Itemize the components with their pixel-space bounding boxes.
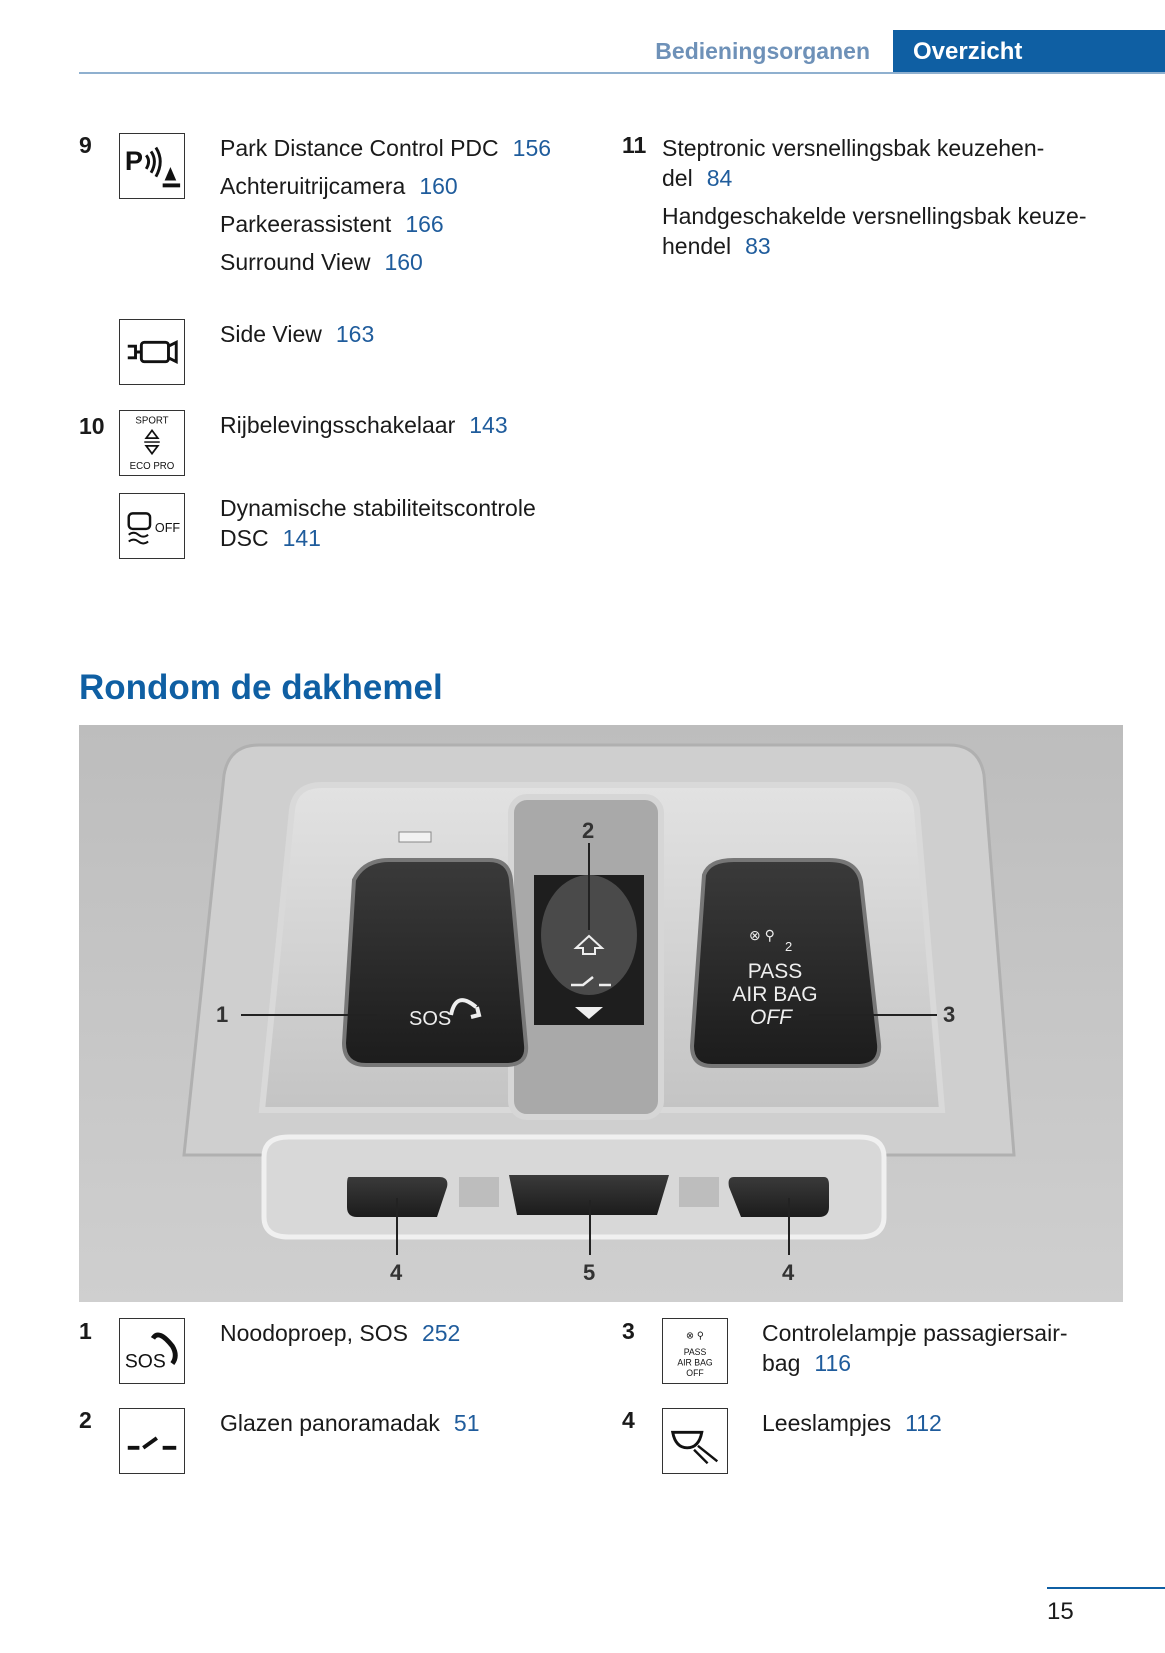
icon-text: ECO PRO [129, 461, 175, 473]
item-number: 9 [79, 132, 92, 158]
driving-experience-switch-icon [119, 410, 185, 476]
page-link[interactable]: 83 [745, 233, 771, 259]
icon-text: AIR BAG [677, 1357, 713, 1368]
callout-4: 4 [390, 1260, 403, 1285]
footer-divider [1047, 1587, 1165, 1589]
page-link[interactable]: 141 [282, 525, 321, 551]
svg-text:P: P [124, 144, 143, 176]
page-link[interactable]: 51 [453, 1410, 480, 1436]
entry-parking-assistant: Parkeerassistent 166 [220, 211, 444, 237]
callout-4b: 4 [782, 1260, 795, 1285]
side-view-entry: Side View 163 [220, 321, 375, 347]
sos-entry: Noodoproep, SOS 252 [220, 1320, 461, 1346]
header-tab: Overzicht [893, 30, 1165, 74]
section-title: Rondom de dakhemel [79, 668, 443, 707]
entry-pdc: Park Distance Control PDC 156 [220, 135, 552, 161]
page-link[interactable]: 84 [706, 165, 733, 191]
reading-light-entry: Leeslampjes 112 [762, 1410, 942, 1436]
passenger-airbag-icon [662, 1318, 728, 1384]
airbag-line-3: OFF [750, 1006, 792, 1029]
page-number: 15 [1047, 1598, 1074, 1625]
page-link[interactable]: 163 [335, 321, 375, 347]
callout-2: 2 [582, 818, 595, 843]
item-number: 11 [622, 132, 647, 158]
driving-experience-entry: Rijbelevingsschakelaar 143 [220, 412, 508, 438]
svg-text:⊗ ⚲: ⊗ ⚲ [749, 927, 775, 943]
side-view-camera-icon [119, 319, 185, 385]
page-link[interactable]: 252 [421, 1320, 461, 1346]
page-link[interactable]: 143 [469, 412, 508, 438]
panorama-roof-entry: Glazen panoramadak 51 [220, 1410, 480, 1436]
icon-text: PASS [683, 1346, 707, 1357]
airbag-sub: 2 [785, 939, 793, 954]
page-link[interactable]: 160 [419, 173, 458, 199]
page-link[interactable]: 156 [512, 135, 552, 161]
reading-light-icon [662, 1408, 728, 1474]
airbag-entry: Controlelampje passagiersair- bag 116 [762, 1320, 1068, 1376]
header-divider [79, 72, 1165, 74]
header-section: Bedieningsorganen [655, 38, 870, 64]
item-11-entries: Steptronic versnellingsbak keuzehen- del 84 Handgeschakelde versnellingsbak keuze- hendel 83 [662, 135, 1087, 259]
svg-text:⊗ ⚲: ⊗ ⚲ [686, 1330, 704, 1342]
page-link[interactable]: 116 [814, 1350, 852, 1376]
roof-console-illustration [79, 725, 1123, 1302]
sos-label: SOS [409, 1008, 452, 1030]
icon-text: OFF [154, 520, 181, 535]
airbag-line-2: AIR BAG [732, 983, 818, 1006]
item-number: 1 [79, 1318, 92, 1344]
item-number: 10 [79, 413, 105, 439]
page-link[interactable]: 112 [905, 1410, 942, 1436]
panorama-roof-icon [119, 1408, 185, 1474]
callout-1: 1 [216, 1002, 229, 1027]
callout-5: 5 [583, 1260, 596, 1285]
dsc-entry: Dynamische stabiliteitscontrole DSC 141 [220, 495, 536, 551]
page-link[interactable]: 160 [384, 249, 423, 275]
icon-text: OFF [686, 1368, 704, 1379]
pdc-icon [119, 133, 185, 199]
dsc-off-icon [119, 493, 185, 559]
callout-3: 3 [943, 1002, 956, 1027]
icon-text: SPORT [135, 415, 169, 427]
sos-icon [119, 1318, 185, 1384]
icon-text: SOS [124, 1350, 166, 1373]
airbag-line-1: PASS [747, 960, 803, 983]
item-9-entries [220, 133, 551, 285]
item-number: 2 [79, 1407, 92, 1433]
item-number: 3 [622, 1318, 635, 1344]
entry-surround-view: Surround View 160 [220, 249, 423, 275]
page-link[interactable]: 166 [405, 211, 444, 237]
entry-reverse-camera: Achteruitrijcamera 160 [220, 173, 458, 199]
item-number: 4 [622, 1407, 635, 1433]
